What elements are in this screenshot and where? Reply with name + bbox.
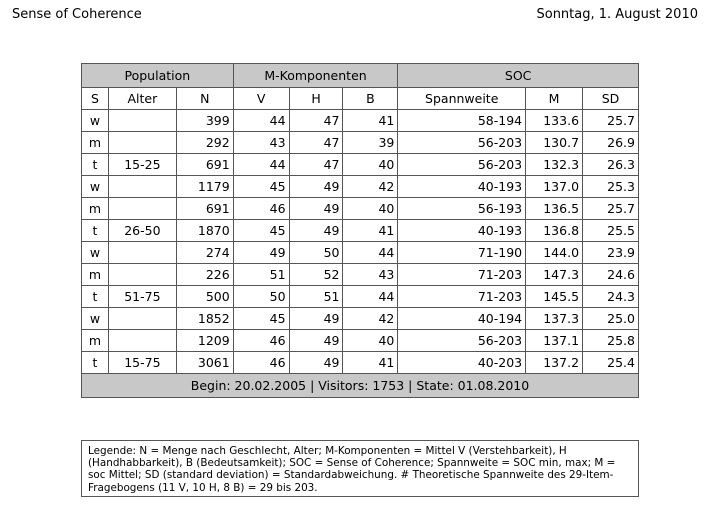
table-cell: 45 [233, 176, 289, 198]
table-cell: 691 [176, 154, 233, 176]
table-cell: 133.6 [526, 110, 583, 132]
table-cell: 145.5 [526, 286, 583, 308]
table-footer-row [82, 374, 639, 398]
table-cell: 25.7 [583, 198, 639, 220]
table-cell: w [82, 176, 109, 198]
column-header-row [82, 88, 639, 110]
table-row [82, 264, 639, 286]
table-cell: 25.5 [583, 220, 639, 242]
table-cell: 292 [176, 132, 233, 154]
table-cell [108, 264, 176, 286]
column-header: H [289, 88, 343, 110]
table-cell: w [82, 242, 109, 264]
table-cell: 46 [233, 330, 289, 352]
table-cell: 71-203 [398, 264, 526, 286]
table-cell: 49 [289, 198, 343, 220]
table-cell: 41 [343, 352, 398, 374]
table-cell: 47 [289, 132, 343, 154]
table-cell: 147.3 [526, 264, 583, 286]
table-cell: 137.0 [526, 176, 583, 198]
table-cell: 46 [233, 352, 289, 374]
table-cell: 3061 [176, 352, 233, 374]
table-cell: 136.5 [526, 198, 583, 220]
table-cell: m [82, 198, 109, 220]
table-cell: 56-193 [398, 198, 526, 220]
column-header: Alter [108, 88, 176, 110]
table-cell [108, 176, 176, 198]
table-cell: w [82, 110, 109, 132]
table-cell: 26-50 [108, 220, 176, 242]
table-cell: 45 [233, 220, 289, 242]
table-cell: 26.9 [583, 132, 639, 154]
table-cell: 25.7 [583, 110, 639, 132]
table-cell: 51-75 [108, 286, 176, 308]
table-cell: 24.6 [583, 264, 639, 286]
table-cell: 49 [289, 330, 343, 352]
table-cell: 56-203 [398, 330, 526, 352]
table-cell: 40-194 [398, 308, 526, 330]
table-cell: 137.3 [526, 308, 583, 330]
table-cell: 40-203 [398, 352, 526, 374]
table-cell [108, 308, 176, 330]
table-cell: 500 [176, 286, 233, 308]
table-cell: 25.8 [583, 330, 639, 352]
table-footer: Begin: 20.02.2005 | Visitors: 1753 | State: 01.08.2010 [82, 374, 639, 398]
table-cell: 50 [233, 286, 289, 308]
table-cell: 1179 [176, 176, 233, 198]
table-cell: 226 [176, 264, 233, 286]
table-cell: 130.7 [526, 132, 583, 154]
table-cell: 274 [176, 242, 233, 264]
table-cell [108, 110, 176, 132]
page-date: Sonntag, 1. August 2010 [536, 7, 698, 22]
table-cell: 43 [233, 132, 289, 154]
table-cell: 41 [343, 220, 398, 242]
table-cell: 40-193 [398, 176, 526, 198]
table-cell: 49 [289, 352, 343, 374]
table-cell: 1209 [176, 330, 233, 352]
table-cell: 51 [233, 264, 289, 286]
table-cell: 46 [233, 198, 289, 220]
table-cell: 26.3 [583, 154, 639, 176]
table-cell: t [82, 286, 109, 308]
table-row [82, 132, 639, 154]
table-row [82, 110, 639, 132]
table-cell: 58-194 [398, 110, 526, 132]
table-cell: 144.0 [526, 242, 583, 264]
table-row [82, 220, 639, 242]
table-cell [108, 242, 176, 264]
table-cell: 49 [289, 220, 343, 242]
column-header: Spannweite [398, 88, 526, 110]
table-cell [108, 330, 176, 352]
table-cell: 45 [233, 308, 289, 330]
table-cell: 52 [289, 264, 343, 286]
group-header-row [82, 64, 639, 88]
table-cell: 71-190 [398, 242, 526, 264]
table-cell: w [82, 308, 109, 330]
column-header: M [526, 88, 583, 110]
table-cell: 71-203 [398, 286, 526, 308]
column-header: S [82, 88, 109, 110]
table-row [82, 286, 639, 308]
table-cell: 132.3 [526, 154, 583, 176]
table-cell: 25.4 [583, 352, 639, 374]
table-cell: 47 [289, 154, 343, 176]
table-cell: 25.0 [583, 308, 639, 330]
table-cell: 44 [233, 110, 289, 132]
table-cell: 39 [343, 132, 398, 154]
group-m-komponenten: M-Komponenten [233, 64, 398, 88]
page-title: Sense of Coherence [12, 7, 142, 22]
soc-table [81, 63, 639, 398]
table-cell: 24.3 [583, 286, 639, 308]
table-cell: 40 [343, 198, 398, 220]
table-row [82, 242, 639, 264]
table-cell: 49 [233, 242, 289, 264]
table-row [82, 176, 639, 198]
table-cell: 43 [343, 264, 398, 286]
table-cell: 41 [343, 110, 398, 132]
table-cell: 15-75 [108, 352, 176, 374]
table-row [82, 352, 639, 374]
table-cell: m [82, 330, 109, 352]
table-row [82, 154, 639, 176]
table-cell: t [82, 154, 109, 176]
table-cell: 399 [176, 110, 233, 132]
table-row [82, 198, 639, 220]
table-cell: t [82, 352, 109, 374]
table-cell: m [82, 132, 109, 154]
table-row [82, 330, 639, 352]
table-cell: 56-203 [398, 154, 526, 176]
table-cell: 42 [343, 176, 398, 198]
table-cell: 49 [289, 176, 343, 198]
table-cell: m [82, 264, 109, 286]
column-header: N [176, 88, 233, 110]
table-cell: 51 [289, 286, 343, 308]
table-row [82, 308, 639, 330]
table-cell: 40 [343, 330, 398, 352]
table-cell: 15-25 [108, 154, 176, 176]
table-cell: 56-203 [398, 132, 526, 154]
table-cell: 137.1 [526, 330, 583, 352]
group-population: Population [82, 64, 234, 88]
table-cell: 44 [233, 154, 289, 176]
column-header: V [233, 88, 289, 110]
table-cell: 40 [343, 154, 398, 176]
table-cell: 691 [176, 198, 233, 220]
column-header: B [343, 88, 398, 110]
table-cell: 136.8 [526, 220, 583, 242]
table-cell: 40-193 [398, 220, 526, 242]
table-cell: 23.9 [583, 242, 639, 264]
group-soc: SOC [398, 64, 639, 88]
table-cell: 47 [289, 110, 343, 132]
table-cell: 42 [343, 308, 398, 330]
table-cell [108, 198, 176, 220]
table-cell: 44 [343, 242, 398, 264]
table-cell: 25.3 [583, 176, 639, 198]
table-cell: 1870 [176, 220, 233, 242]
table-cell [108, 132, 176, 154]
table-cell: 1852 [176, 308, 233, 330]
table-cell: 49 [289, 308, 343, 330]
legend-box: Legende: N = Menge nach Geschlecht, Alter; M-Komponenten = Mittel V (Verstehbarkeit), H (Handhabbarkeit), B (Bedeutsamkeit); SOC = Sense of Coherence; Spannweite = SOC min, max; M = soc Mittel; SD (standard deviation) = Standardabweichung. # Theoretische Spannweite des 29-Item-Fragebogens (11 V, 10 H, 8 B) = 29 bis 203. [81, 440, 639, 497]
table-cell: 50 [289, 242, 343, 264]
column-header: SD [583, 88, 639, 110]
table-cell: 137.2 [526, 352, 583, 374]
table-cell: t [82, 220, 109, 242]
table-cell: 44 [343, 286, 398, 308]
